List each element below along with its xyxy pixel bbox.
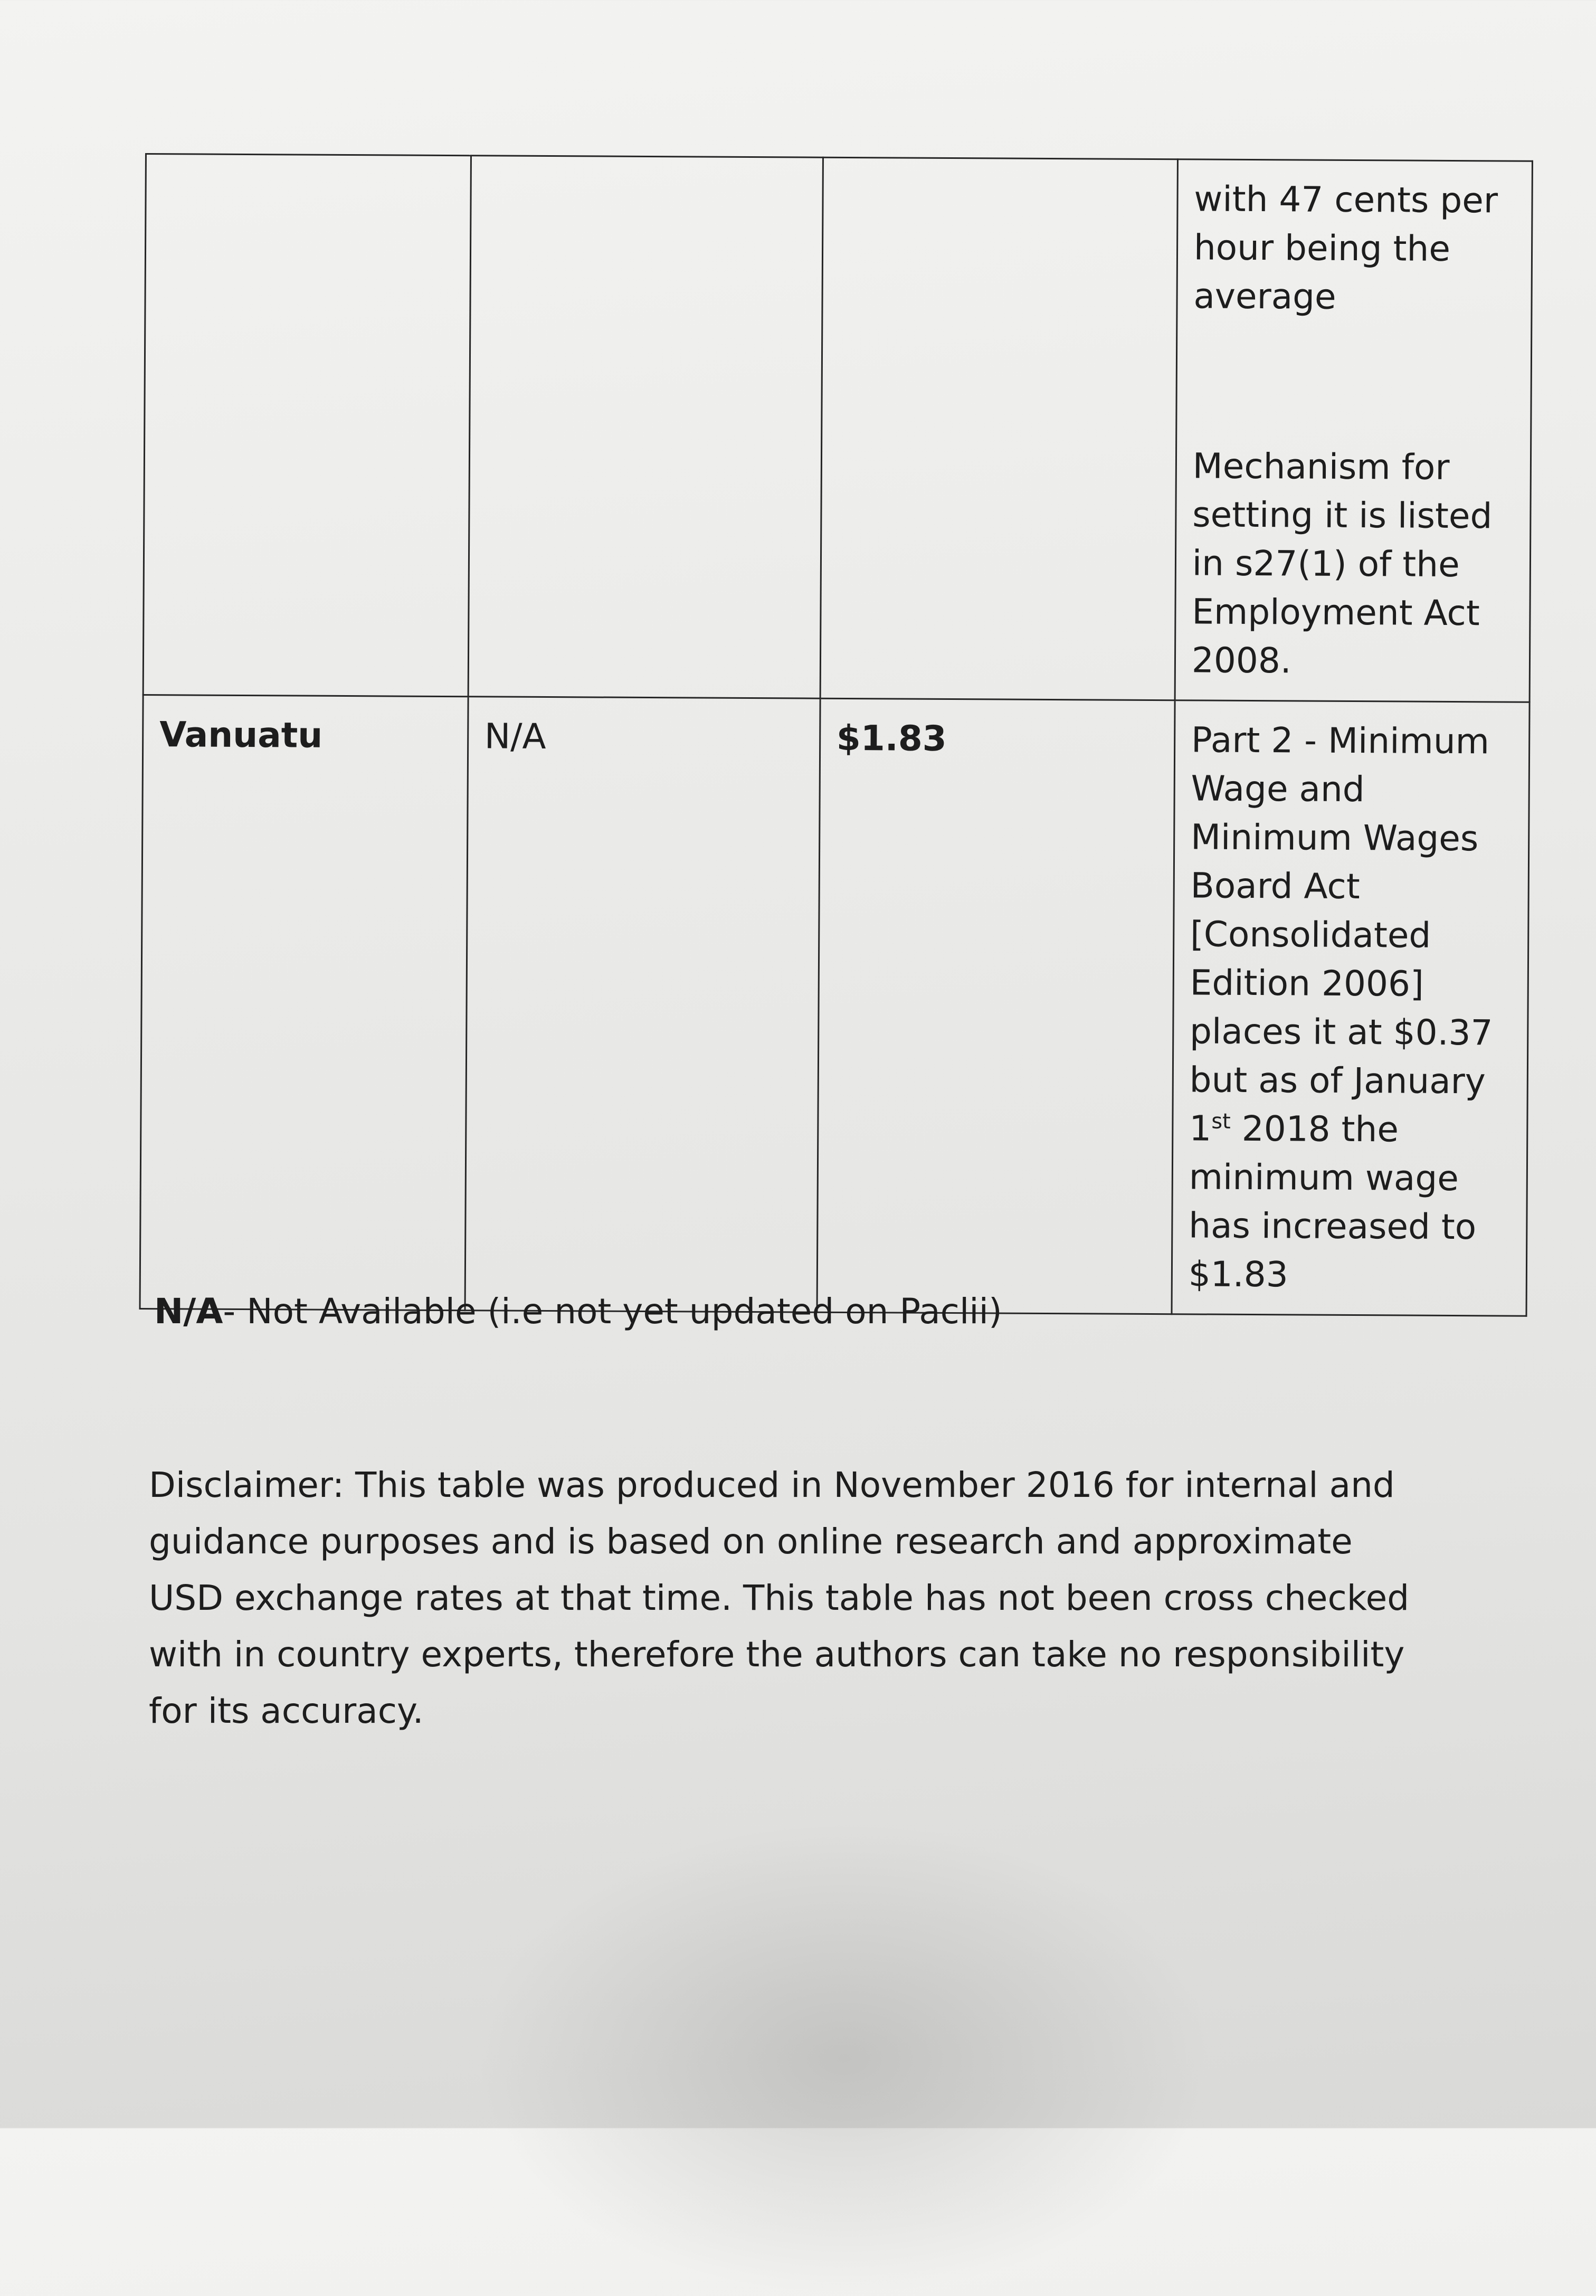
ordinal-suffix: st xyxy=(1211,1109,1231,1134)
notes-text: Part 2 - Minimum Wage and Minimum Wages Board Act [Consolidated Edition 2006] places it at $0.37 but as of January 1 xyxy=(1189,719,1493,1149)
paper-shadow xyxy=(475,1821,1214,2296)
notes-mechanism: Mechanism for setting it is listed in s27(1) of the Employment Act 2008. xyxy=(1191,445,1493,681)
minimum-wage-table xyxy=(139,153,1533,1317)
table-row xyxy=(140,695,1530,1316)
country-cell: Vanuatu xyxy=(140,695,468,1310)
col2-cell: N/A xyxy=(465,697,820,1312)
table-cell-empty xyxy=(468,156,823,698)
table-cell-empty xyxy=(143,154,471,697)
table-cell-empty xyxy=(820,157,1177,700)
notes-cell xyxy=(1172,700,1530,1316)
table-row xyxy=(143,154,1532,703)
footnote-text: - Not Available (i.e not yet updated on Paclii) xyxy=(223,1291,1002,1332)
footnote xyxy=(154,1288,1002,1335)
notes-tail: 2018 the minimum wage has increased to $1.83 xyxy=(1188,1108,1477,1295)
notes-spacer xyxy=(1193,320,1515,443)
wage-cell: $1.83 xyxy=(817,698,1175,1314)
table-cell-notes xyxy=(1175,159,1533,703)
footnote-abbr: N/A xyxy=(154,1291,223,1332)
notes-average: with 47 cents per hour being the average xyxy=(1193,178,1498,317)
disclaimer: Disclaimer: This table was produced in November 2016 for internal and guidance purposes and is based on online research and approximate USD exchange rates at that time. This table has not been cross checked with in country experts, therefore the authors can take no responsibility for its accuracy. xyxy=(149,1465,1410,1731)
